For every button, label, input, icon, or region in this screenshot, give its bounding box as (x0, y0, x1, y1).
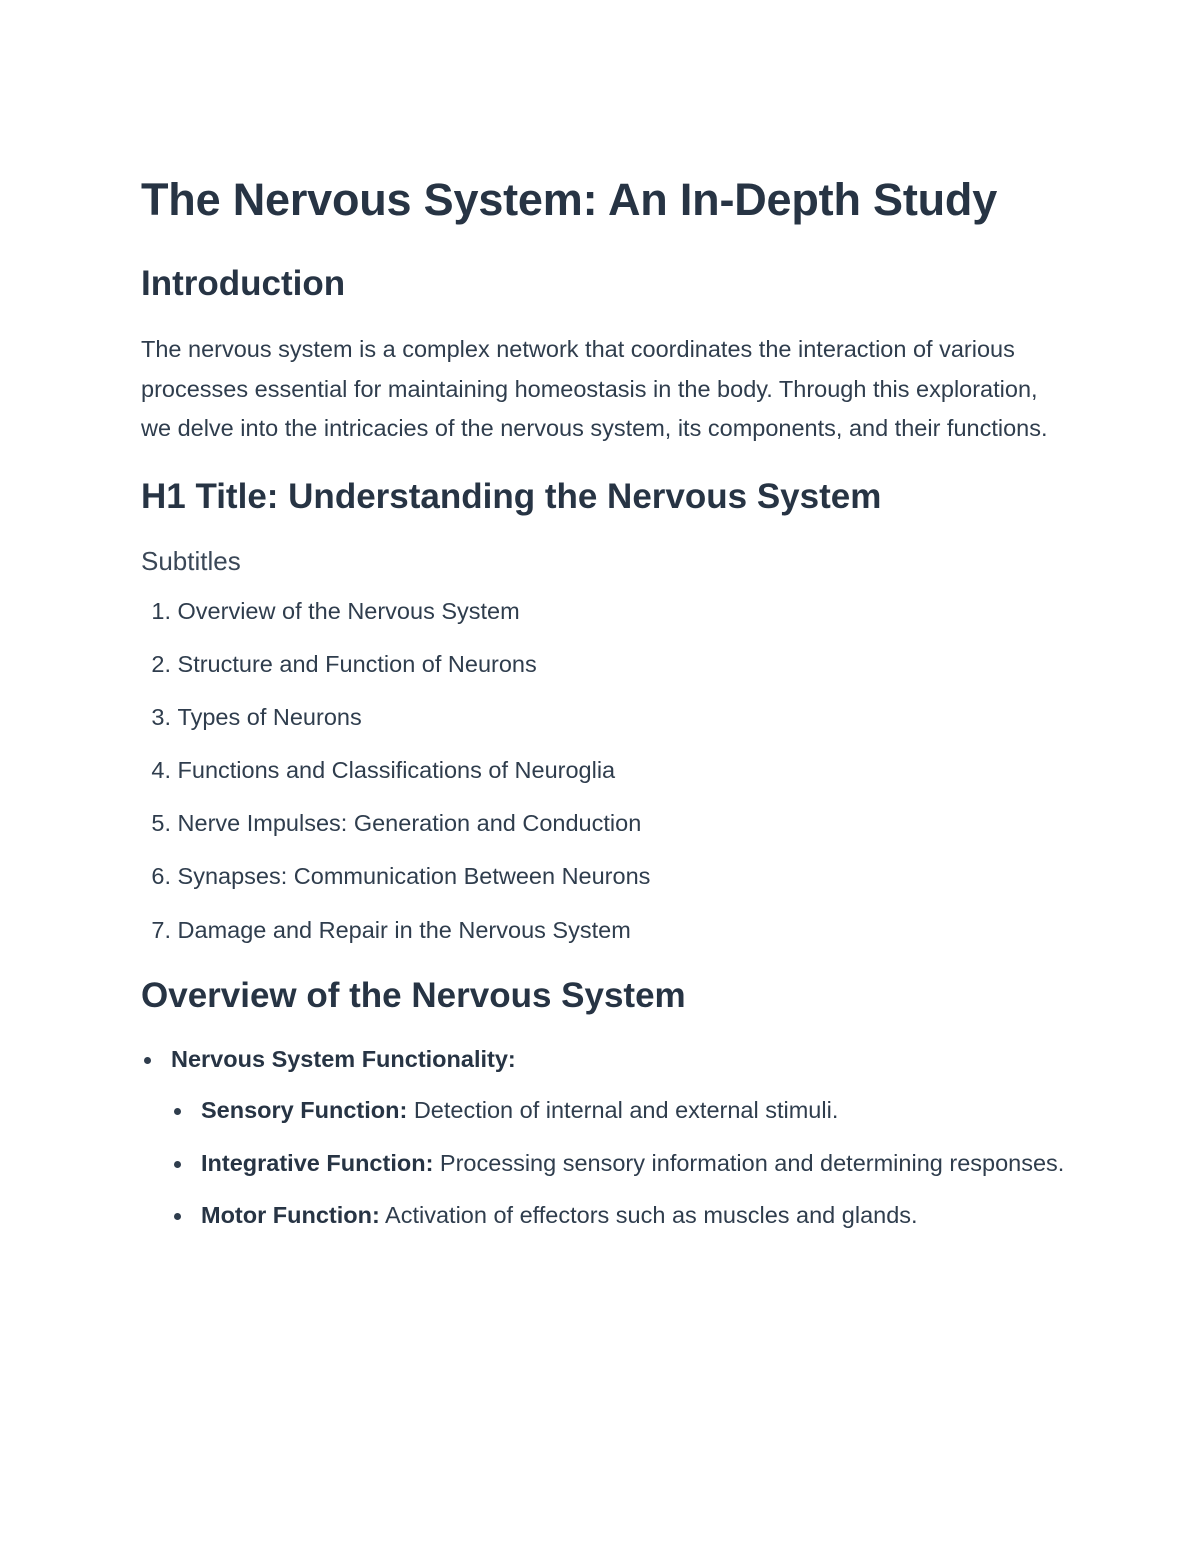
list-item (171, 1144, 1071, 1184)
sub-bullet-list (171, 1091, 1071, 1236)
bullet-term: Sensory Function: (201, 1097, 408, 1124)
bullet-description: Processing sensory information and determining responses. (433, 1149, 1065, 1176)
list-item (141, 805, 1071, 841)
introduction-heading: Introduction (141, 264, 346, 303)
list-item (171, 1196, 1071, 1236)
list-item (141, 912, 1071, 948)
list-item-number: 5. (151, 810, 171, 837)
list-item-text: Synapses: Communication Between Neurons (177, 863, 651, 890)
list-item-number: 4. (151, 757, 171, 784)
list-item (141, 699, 1071, 735)
subtitles-label: Subtitles (141, 545, 241, 576)
list-item-text: Damage and Repair in the Nervous System (177, 916, 631, 943)
overview-bullet-list (141, 1040, 1071, 1236)
list-item-number: 2. (151, 650, 171, 677)
document-title: The Nervous System: An In-Depth Study (141, 174, 998, 225)
list-item-text: Structure and Function of Neurons (177, 650, 537, 677)
overview-heading: Overview of the Nervous System (141, 975, 686, 1015)
list-item (141, 593, 1071, 629)
h1-title-heading: H1 Title: Understanding the Nervous System (141, 476, 882, 516)
list-item-text: Types of Neurons (177, 703, 362, 730)
list-item (141, 646, 1071, 682)
bullet-title: Nervous System Functionality: (171, 1045, 516, 1072)
introduction-paragraph: The nervous system is a complex network that coordinates the interaction of various processes essential for maintaining homeostasis in the body. Through this exploration, we delve into the intricacies of the nervous system, its components, and their functions. (141, 336, 1048, 441)
document-page (141, 168, 1071, 1249)
list-item-text: Functions and Classifications of Neuroglia (177, 757, 616, 784)
bullet-description: Activation of effectors such as muscles and glands. (379, 1202, 918, 1229)
list-item-number: 6. (151, 863, 171, 890)
list-item-text: Nerve Impulses: Generation and Conduction (177, 810, 642, 837)
bullet-description: Detection of internal and external stimuli. (407, 1097, 839, 1124)
list-item (141, 858, 1071, 894)
list-item-text: Overview of the Nervous System (177, 597, 520, 624)
bullet-term: Motor Function: (201, 1202, 380, 1229)
list-item-number: 7. (151, 916, 171, 943)
bullet-term: Integrative Function: (201, 1149, 434, 1176)
list-item-number: 1. (151, 597, 171, 624)
list-item (141, 1040, 1071, 1236)
subtitles-list (141, 593, 1071, 948)
list-item-number: 3. (151, 703, 171, 730)
list-item (141, 752, 1071, 788)
list-item (171, 1091, 1071, 1131)
